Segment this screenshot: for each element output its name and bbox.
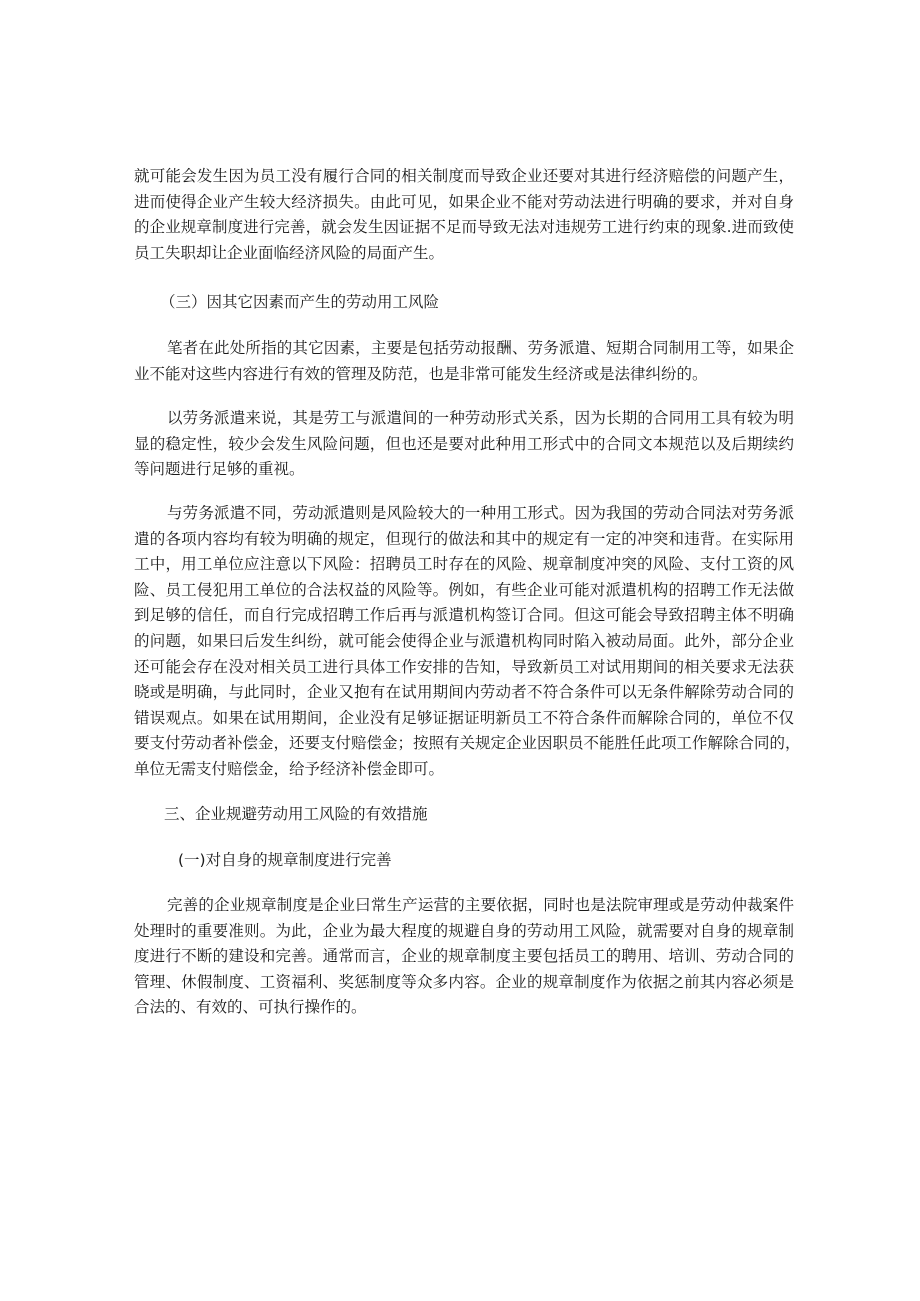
text-line: 还可能会存在没对相关员工进行具体工作安排的告知，导致新员工对试用期间的相关要求无法获 [134,657,794,676]
paragraph-economic-loss [134,164,794,266]
text-line: 完善的企业规章制度是企业曰常生产运营的主要依据，同时也是法院审理或是劳动仲裁案件 [167,896,794,914]
paragraph-dispatch-risks [134,501,801,783]
text-line: 到足够的信任，而自行完成招聘工作后再与派遣机构签订合同。但这可能会导致招聘主体不明确 [134,606,794,625]
text-line: 的企业规章制度进行完善，就会发生因证据不足而导致无法对违规劳工进行约束的现象.进而致使 [134,218,794,237]
subheading-rules-improvement: (一)对自身的规章制度进行完善 [178,851,392,869]
text-line: 笔者在此处所指的其它因素，主要是包括劳动报酬、劳务派遣、短期合同制用工等，如果企 [167,339,794,357]
text-line: 工中，用工单位应注意以下风险：招聘员工时存在的风险、规章制度冲突的风险、支付工资的风 [134,555,794,574]
text-line: 处理时的重要准则。为此，企业为最大程度的规避自身的劳动用工风险，就需要对自身的规章制 [134,921,794,940]
text-line: 合法的、有效的、可执行操作的。 [134,998,367,1017]
paragraph-rules-improvement [134,893,794,1021]
text-line: 业不能对这些内容进行有效的管理及防范，也是非常可能发生经济或是法律纠纷的。 [134,364,708,383]
text-line: 单位无需支付赔偿金，给予经济补偿金即可。 [134,759,445,778]
text-line: 险、员工侵犯用工单位的合法权益的风险等。例如，有些企业可能对派遣机构的招聘工作无法做 [134,580,794,599]
text-line: 员工失职却让企业面临经济风险的局面产生。 [134,243,445,262]
text-line: 晓或是明确，与此同时，企业又抱有在试用期间内劳动者不符合条件可以无条件解除劳动合同的 [134,683,794,702]
section-heading-measures: 三、企业规避劳动用工风险的有效措施 [164,805,428,823]
text-line: 进而使得企业产生较大经济损失。由此可见，如果企业不能对劳动法进行明确的要求，并对自身 [134,192,794,211]
subheading-other-factors: （三）因其它因素而产生的劳动用工风险 [160,293,440,311]
text-line: 遣的各项内容均有较为明确的规定，但现行的做法和其中的规定有一定的冲突和违背。在实际用 [134,529,794,548]
text-line: 管理、休假制度、工资福利、奖惩制度等众多内容。企业的规章制度作为依据之前其内容必须是 [134,972,794,991]
text-line: 等问题进行足够的重视。 [134,460,305,479]
text-line: 错误观点。如果在试用期间，企业没有足够证据证明新员工不符合条件而解除合同的，单位不仅 [134,708,794,727]
paragraph-other-factors [134,336,794,387]
text-line: 以劳务派遣来说，其是劳工与派遣间的一种劳动形式关系，因为长期的合同用工具有较为明 [167,409,794,427]
text-line: 显的稳定性，较少会发生风险问题，但也还是要对此种用工形式中的合同文本规范以及后期续约 [134,434,794,453]
paragraph-labor-dispatch [134,406,794,483]
text-line: 要支付劳动者补偿金，还要支付赔偿金；按照有关规定企业因职员不能胜任此项工作解除合同的， [134,734,801,753]
text-line: 就可能会发生因为员工没有履行合同的相关制度而导致企业还要对其进行经济赔偿的问题产生， [134,167,794,185]
text-line: 的问题，如果曰后发生纠纷，就可能会使得企业与派遣机构同时陷入被动局面。此外，部分企业 [134,631,794,650]
text-line: 度进行不断的建设和完善。通常而言，企业的规章制度主要包括员工的聘用、培训、劳动合同的 [134,947,794,966]
text-line: 与劳务派遣不同，劳动派遣则是风险较大的一种用工形式。因为我国的劳动合同法对劳务派 [167,504,794,522]
